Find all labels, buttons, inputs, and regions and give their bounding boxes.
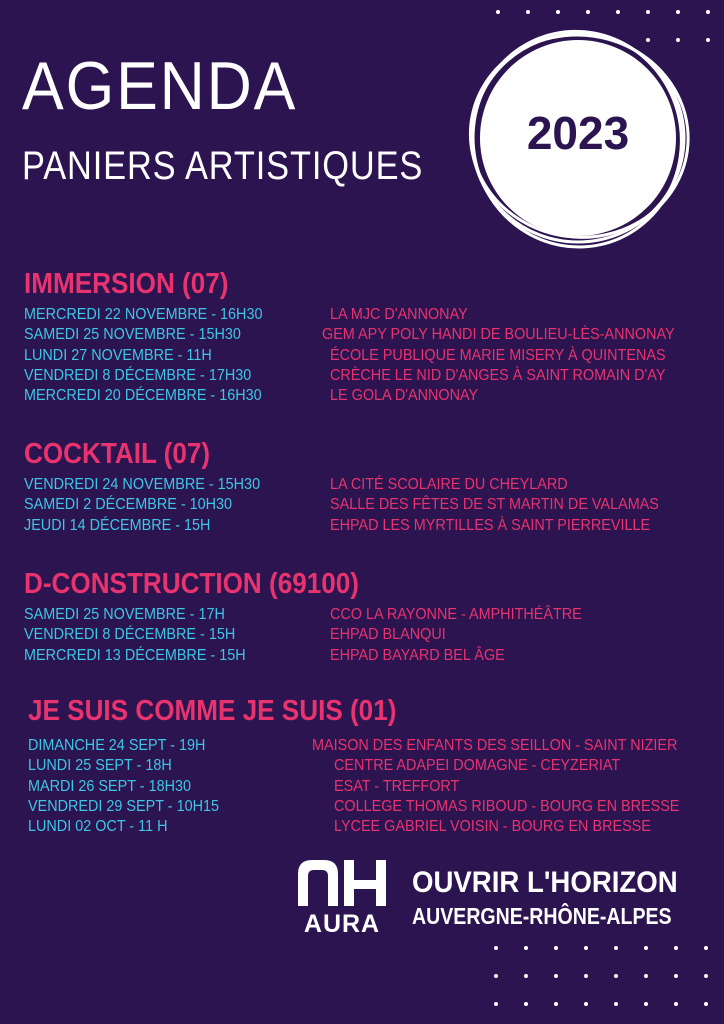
event-where: LA CITÉ SCOLAIRE DU CHEYLARD <box>330 476 568 494</box>
event-row <box>24 605 714 625</box>
page-title: AGENDA <box>22 48 298 124</box>
dot-grid-bottom-icon <box>486 940 724 1024</box>
event-when: JEUDI 14 DÉCEMBRE - 15H <box>24 516 211 534</box>
event-when: MERCREDI 20 DÉCEMBRE - 16H30 <box>24 387 262 405</box>
event-row <box>24 386 714 406</box>
logo-text: AURA <box>303 910 381 938</box>
event-row <box>24 625 714 645</box>
event-row <box>24 305 714 325</box>
event-row <box>24 366 714 386</box>
event-where: LE GOLA D'ANNONAY <box>330 387 479 405</box>
event-where: ÉCOLE PUBLIQUE MARIE MISERY À QUINTENAS <box>330 346 666 364</box>
event-row <box>24 346 714 366</box>
event-where: LYCEE GABRIEL VOISIN - BOURG EN BRESSE <box>334 818 651 836</box>
event-when: MERCREDI 13 DÉCEMBRE - 15H <box>24 646 246 664</box>
event-row <box>24 475 714 495</box>
event-where: COLLEGE THOMAS RIBOUD - BOURG EN BRESSE <box>334 798 680 816</box>
section-d-construction <box>24 570 714 666</box>
event-when: VENDREDI 8 DÉCEMBRE - 15H <box>24 626 236 644</box>
event-row <box>28 736 718 756</box>
year-label: 2023 <box>526 107 630 159</box>
event-row <box>28 797 718 817</box>
event-when: VENDREDI 24 NOVEMBRE - 15H30 <box>24 476 261 494</box>
section-title: JE SUIS COMME JE SUIS (01) <box>28 695 397 727</box>
org-region: AUVERGNE-RHÔNE-ALPES <box>412 903 672 929</box>
event-row <box>28 817 718 837</box>
event-row <box>28 756 718 776</box>
event-where: LA MJC D'ANNONAY <box>330 306 468 324</box>
event-when: SAMEDI 2 DÉCEMBRE - 10H30 <box>24 496 233 514</box>
section-je-suis-comme-je-suis <box>28 697 718 837</box>
event-where: CENTRE ADAPEI DOMAGNE - CEYZERIAT <box>334 757 621 775</box>
event-row <box>24 646 714 666</box>
event-where: CCO LA RAYONNE - AMPHITHÉÂTRE <box>330 606 582 624</box>
event-when: MARDI 26 SEPT - 18H30 <box>28 777 191 795</box>
event-where: ESAT - TREFFORT <box>334 777 460 795</box>
event-where: GEM APY POLY HANDI DE BOULIEU-LÈS-ANNONAY <box>322 326 675 344</box>
event-where: EHPAD LES MYRTILLES À SAINT PIERREVILLE <box>330 516 651 534</box>
event-when: LUNDI 27 NOVEMBRE - 11H <box>24 346 212 364</box>
event-row <box>24 495 714 515</box>
event-row <box>24 516 714 536</box>
section-title: COCKTAIL (07) <box>24 438 211 470</box>
event-when: LUNDI 25 SEPT - 18H <box>28 757 172 775</box>
event-where: EHPAD BAYARD BEL ÂGE <box>330 646 505 664</box>
event-where: EHPAD BLANQUI <box>330 626 446 644</box>
section-immersion <box>24 270 714 406</box>
event-when: SAMEDI 25 NOVEMBRE - 17H <box>24 606 225 624</box>
event-where: MAISON DES ENFANTS DES SEILLON - SAINT NIZIER <box>311 737 678 755</box>
event-where: CRÈCHE LE NID D'ANGES À SAINT ROMAIN D'AY <box>330 367 666 385</box>
event-row <box>24 325 714 345</box>
event-when: VENDREDI 8 DÉCEMBRE - 17H30 <box>24 367 252 385</box>
section-title: IMMERSION (07) <box>24 268 229 300</box>
page-subtitle: PANIERS ARTISTIQUES <box>22 144 424 188</box>
event-row <box>28 777 718 797</box>
event-when: LUNDI 02 OCT - 11 H <box>28 818 168 836</box>
event-when: SAMEDI 25 NOVEMBRE - 15H30 <box>24 326 241 344</box>
org-name: OUVRIR L'HORIZON <box>412 866 678 899</box>
section-title: D-CONSTRUCTION (69100) <box>24 568 359 600</box>
event-when: MERCREDI 22 NOVEMBRE - 16H30 <box>24 306 263 324</box>
event-when: DIMANCHE 24 SEPT - 19H <box>28 737 206 755</box>
event-where: SALLE DES FÊTES DE ST MARTIN DE VALAMAS <box>330 496 659 514</box>
event-when: VENDREDI 29 SEPT - 10H15 <box>28 798 220 816</box>
section-cocktail <box>24 440 714 536</box>
